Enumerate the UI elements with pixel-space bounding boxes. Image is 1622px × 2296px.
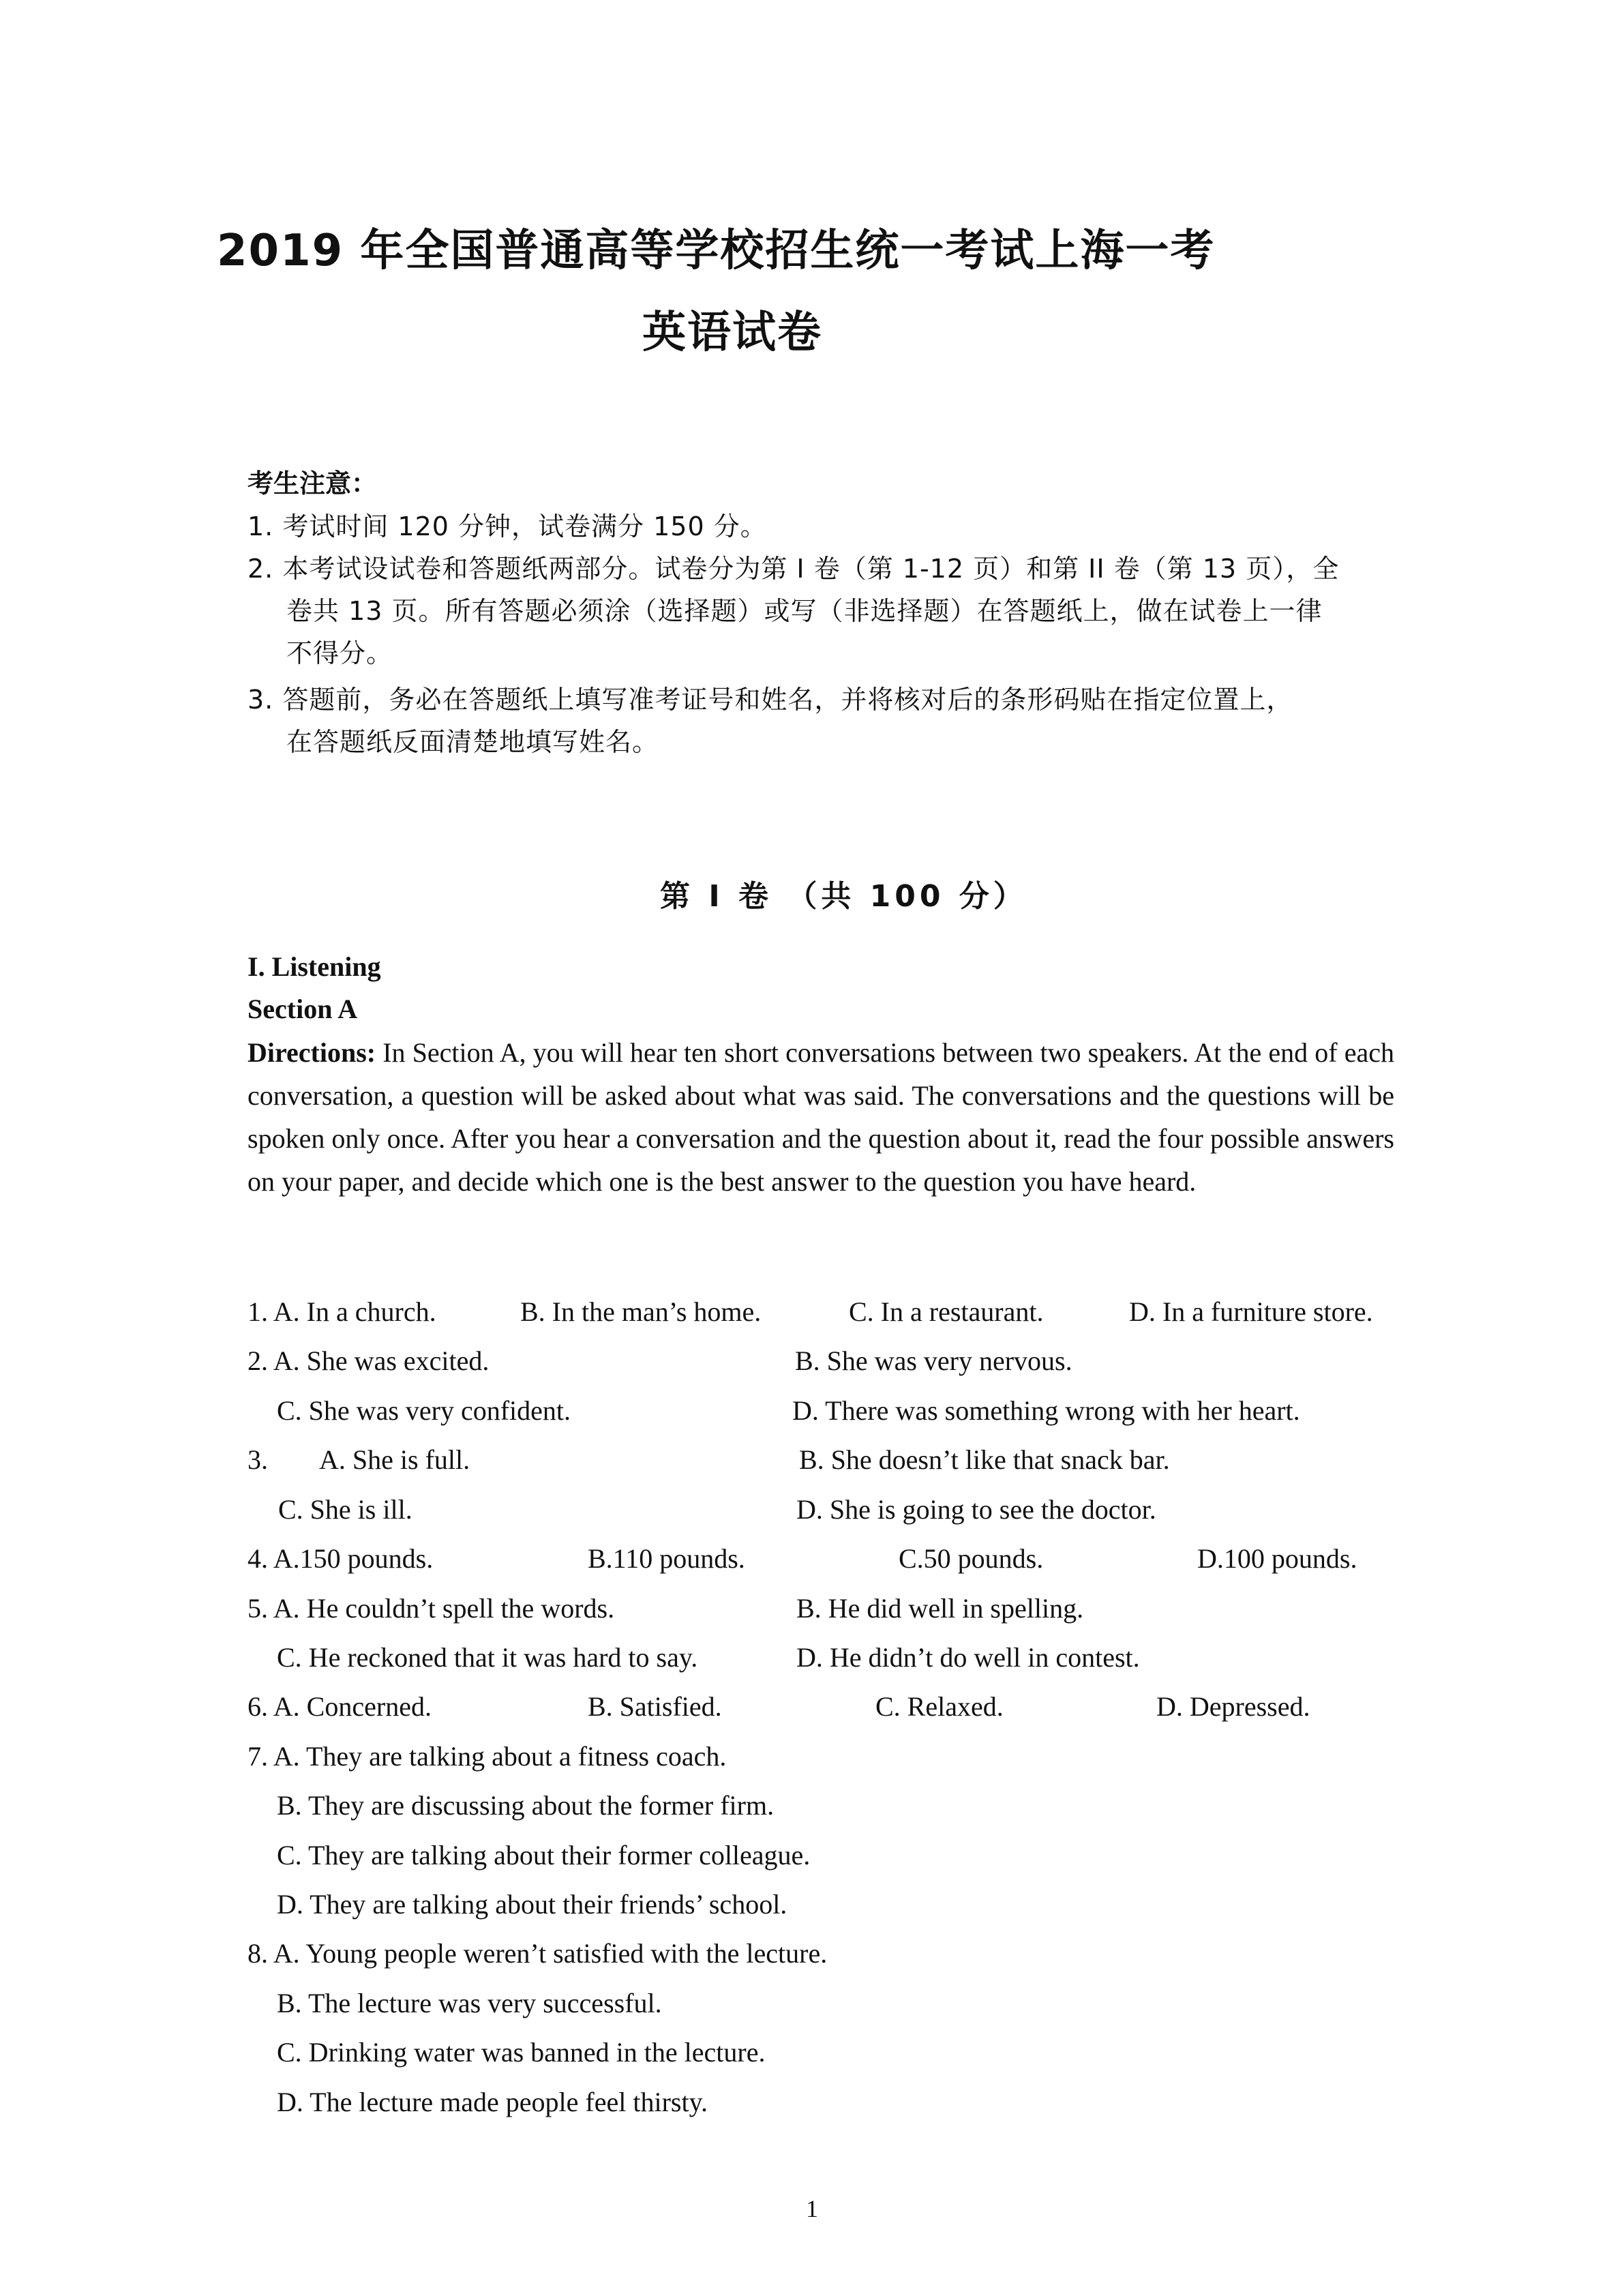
q6-option-b: B. Satisfied. [588,1691,722,1722]
q4-option-b: B.110 pounds. [588,1543,745,1574]
q3-option-d: D. She is going to see the doctor. [796,1494,1156,1525]
q6-option-a: 6. A. Concerned. [247,1691,432,1722]
q6-option-d: D. Depressed. [1156,1691,1310,1722]
notice-item-3-cont: 在答题纸反面清楚地填写姓名。 [286,727,659,757]
q5-option-a: 5. A. He couldn’t spell the words. [247,1593,615,1624]
q7-option-d: D. They are talking about their friends’ school. [277,1889,787,1920]
q8-option-c: C. Drinking water was banned in the lecture. [277,2037,766,2068]
q1-option-d: D. In a furniture store. [1129,1296,1373,1327]
notice-item-2: 2. 本考试设试卷和答题纸两部分。试卷分为第 I 卷（第 1-12 页）和第 II 卷（第 13 页），全 [247,554,1340,584]
q4-option-d: D.100 pounds. [1197,1543,1357,1574]
notice-item-2-cont2: 不得分。 [286,638,393,668]
q8-option-d: D. The lecture made people feel thirsty. [277,2087,708,2117]
page-number: 1 [806,2195,818,2222]
part-title: 第 I 卷 （共 100 分） [660,879,1027,914]
q2-option-d: D. There was something wrong with her heart. [792,1395,1300,1426]
q4-option-c: C.50 pounds. [899,1543,1044,1574]
exam-title: 2019 年全国普通高等学校招生统一考试上海一考 [217,226,1216,276]
q1-option-b: B. In the man’s home. [520,1296,762,1327]
directions-paragraph [247,1031,1394,1203]
directions-text: In Section A, you will hear ten short conversations between two speakers. At the end of each conversation, a question will be asked about what was said. The conversations and the questions will be spoken only once. After you hear a conversation and the question about it, read the four possible answers on your paper, and decide which one is the best answer to the question you have heard. [247,1037,1394,1197]
q2-option-c: C. She was very confident. [277,1395,571,1426]
exam-subtitle: 英语试卷 [642,308,822,358]
q8-option-b: B. The lecture was very successful. [277,1988,662,2018]
notice-item-3: 3. 答题前，务必在答题纸上填写准考证号和姓名，并将核对后的条形码贴在指定位置上， [247,685,1293,715]
notice-heading: 考生注意： [247,468,378,498]
q2-option-b: B. She was very nervous. [795,1345,1072,1376]
q3-number: 3. [247,1444,268,1475]
notice-item-2-cont: 卷共 13 页。所有答题必须涂（选择题）或写（非选择题）在答题纸上，做在试卷上一律 [286,596,1323,626]
q7-option-c: C. They are talking about their former colleague. [277,1840,811,1870]
q7-option-b: B. They are discussing about the former firm. [277,1790,775,1821]
q7-option-a: 7. A. They are talking about a fitness coach. [247,1741,727,1772]
directions-label: Directions: [247,1037,376,1068]
q6-option-c: C. Relaxed. [875,1691,1004,1722]
subsection-heading: Section A [247,994,358,1024]
q1-option-c: C. In a restaurant. [849,1296,1044,1327]
q5-option-b: B. He did well in spelling. [796,1593,1084,1624]
notice-item-1: 1. 考试时间 120 分钟，试卷满分 150 分。 [247,511,767,541]
q5-option-c: C. He reckoned that it was hard to say. [277,1642,698,1673]
q3-option-a: A. She is full. [319,1444,470,1475]
q3-option-c: C. She is ill. [278,1494,412,1525]
q3-option-b: B. She doesn’t like that snack bar. [799,1444,1170,1475]
q1-option-a: 1. A. In a church. [247,1296,436,1327]
q2-option-a: 2. A. She was excited. [247,1345,490,1376]
section-heading: I. Listening [247,951,381,982]
q8-option-a: 8. A. Young people weren’t satisfied with the lecture. [247,1938,828,1969]
q4-option-a: 4. A.150 pounds. [247,1543,434,1574]
q5-option-d: D. He didn’t do well in contest. [796,1642,1140,1673]
